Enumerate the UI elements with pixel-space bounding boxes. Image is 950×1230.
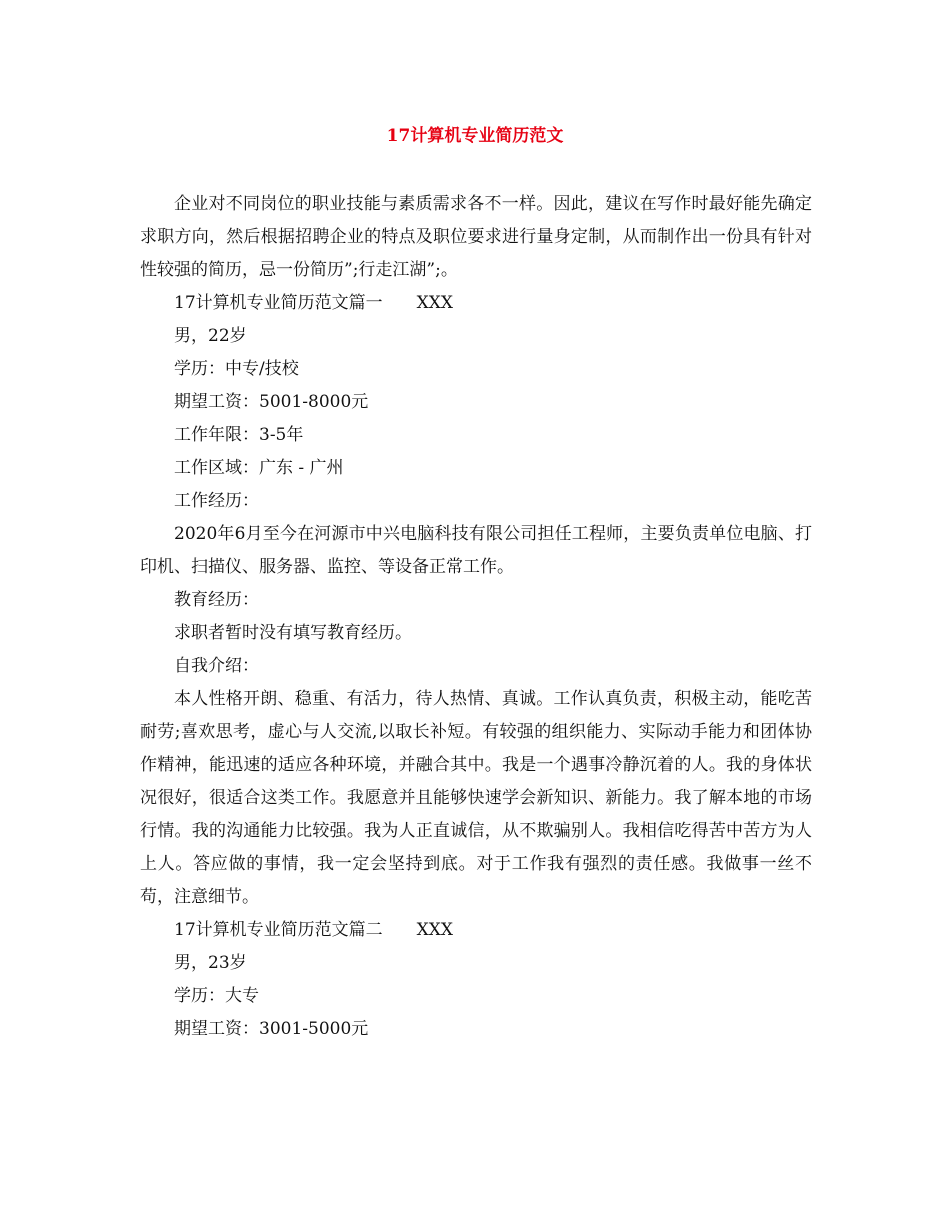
resume1-self-label: 自我介绍： bbox=[174, 656, 259, 676]
resume1-work-label: 工作经历： bbox=[174, 491, 259, 511]
resume1-heading: 17计算机专业简历范文篇一 bbox=[174, 293, 383, 313]
resume1-edu-label: 教育经历： bbox=[174, 590, 259, 610]
resume2-name: XXX bbox=[416, 920, 453, 940]
document-body bbox=[140, 188, 812, 1046]
resume1-heading-line bbox=[140, 287, 812, 320]
resume1-work-text: 2020年6月至今在河源市中兴电脑科技有限公司担任工程师，主要负责单位电脑、打印机、扫描仪、服务器、监控、等设备正常工作。 bbox=[140, 524, 812, 577]
resume1-edu-text: 求职者暂时没有填写教育经历。 bbox=[174, 623, 412, 643]
resume1-name: XXX bbox=[416, 293, 453, 313]
resume1-gender-age: 男，22岁 bbox=[174, 326, 247, 346]
resume1-region: 工作区域：广东 - 广州 bbox=[174, 458, 344, 478]
resume1-salary: 期望工资：5001-8000元 bbox=[174, 392, 369, 412]
resume1-self-text: 本人性格开朗、稳重、有活力，待人热情、真诚。工作认真负责，积极主动，能吃苦耐劳;喜欢思考，虚心与人交流,以取长补短。有较强的组织能力、实际动手能力和团体协作精神，能迅速的适应各种环境，并融合其中。我是一个遇事冷静沉着的人。我的身体状况很好，很适合这类工作。我愿意并且能够快速学会新知识、新能力。我了解本地的市场行情。我的沟通能力比较强。我为人正直诚信，从不欺骗别人。我相信吃得苦中苦方为人上人。答应做的事情，我一定会坚持到底。对于工作我有强烈的责任感。我做事一丝不苟，注意细节。 bbox=[140, 689, 812, 907]
resume2-education: 学历：大专 bbox=[174, 986, 259, 1006]
resume2-heading-line bbox=[140, 914, 812, 947]
resume2-heading: 17计算机专业简历范文篇二 bbox=[174, 920, 383, 940]
resume1-years: 工作年限：3-5年 bbox=[174, 425, 304, 445]
resume1-education: 学历：中专/技校 bbox=[174, 359, 299, 379]
intro-paragraph: 企业对不同岗位的职业技能与素质需求各不一样。因此，建议在写作时最好能先确定求职方向，然后根据招聘企业的特点及职位要求进行量身定制，从而制作出一份具有针对性较强的简历，忌一份简历”;行走江湖”;。 bbox=[140, 194, 812, 280]
resume2-gender-age: 男，23岁 bbox=[174, 953, 247, 973]
resume2-salary: 期望工资：3001-5000元 bbox=[174, 1019, 369, 1039]
document-title: 17计算机专业简历范文 bbox=[386, 126, 564, 146]
